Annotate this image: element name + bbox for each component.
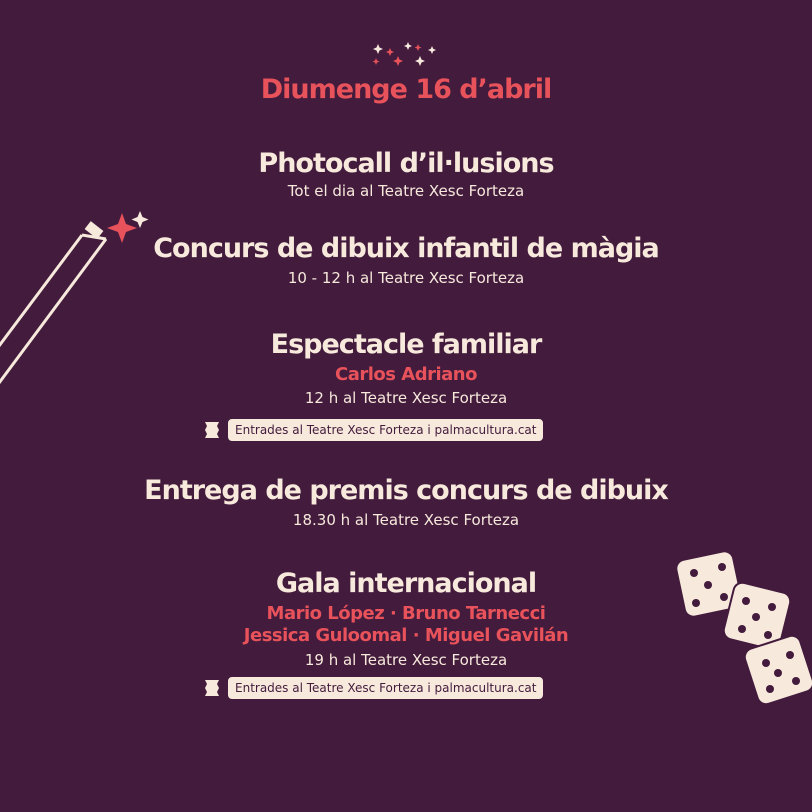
event-artists: Carlos Adriano <box>335 364 477 385</box>
tickets-link[interactable]: Entrades al Teatre Xesc Forteza i palmacultura.cat <box>228 419 543 441</box>
event-info: 12 h al Teatre Xesc Forteza <box>304 389 508 407</box>
event-info: Tot el dia al Teatre Xesc Forteza <box>287 182 525 200</box>
event-info: 10 - 12 h al Teatre Xesc Forteza <box>287 269 525 287</box>
event-title: Entrega de premis concurs de dibuix <box>144 475 668 506</box>
event-title: Photocall d’il·lusions <box>258 148 554 179</box>
event-title: Gala internacional <box>275 568 537 599</box>
event-info: 18.30 h al Teatre Xesc Forteza <box>292 511 520 529</box>
event-info: 19 h al Teatre Xesc Forteza <box>304 651 508 669</box>
dice-icon <box>670 545 812 710</box>
event-title: Espectacle familiar <box>270 329 542 360</box>
tickets-link[interactable]: Entrades al Teatre Xesc Forteza i palmacultura.cat <box>228 677 543 699</box>
event-artists-line-2: Jessica Guloomal · Miguel Gavilán <box>243 625 569 646</box>
magic-wand-icon <box>0 205 160 395</box>
sparkles-icon <box>368 40 444 70</box>
event-title: Concurs de dibuix infantil de màgia <box>153 233 659 264</box>
ticket-icon <box>200 419 224 441</box>
event-date: Diumenge 16 d’abril <box>260 74 552 105</box>
event-artists-line-1: Mario López · Bruno Tarnecci <box>266 603 546 624</box>
ticket-icon <box>200 677 224 699</box>
tickets-row <box>200 419 612 441</box>
tickets-row <box>200 677 612 699</box>
